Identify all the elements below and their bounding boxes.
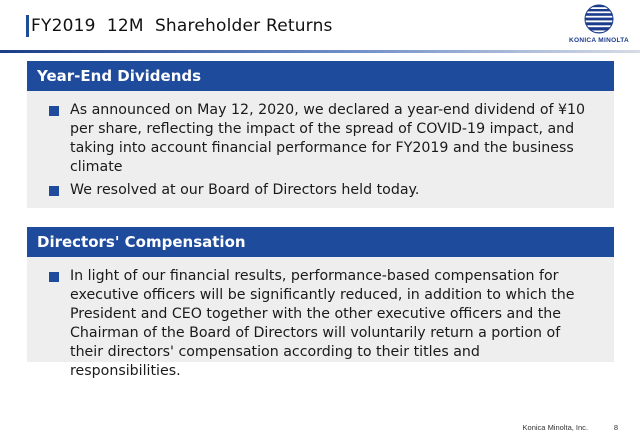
- footer-company-name: Konica Minolta, Inc.: [522, 423, 588, 432]
- logo-wordmark: KONICA MINOLTA: [568, 37, 630, 44]
- bullet-item: As announced on May 12, 2020, we declared a year-end dividend of ¥10 per share, reflecting the impact of the spread of COVID-19 impact, and taking into account financial performance for FY2019 and the business climate: [27, 101, 614, 177]
- dividends-bullet-list: [27, 91, 614, 200]
- compensation-bullet-list: [27, 257, 614, 381]
- page-title: FY2019 12M Shareholder Returns: [31, 16, 333, 36]
- year-end-dividends-panel: [27, 61, 614, 208]
- section-heading-compensation: Directors' Compensation: [27, 227, 614, 257]
- title-accent-bar: [26, 15, 29, 37]
- directors-compensation-panel: [27, 227, 614, 379]
- section-heading-dividends: Year-End Dividends: [27, 61, 614, 91]
- konica-minolta-logo: [566, 4, 632, 48]
- globe-logo-icon: [584, 4, 614, 34]
- page-number: 8: [613, 423, 618, 432]
- header-divider: [0, 50, 640, 53]
- bullet-item: In light of our financial results, performance-based compensation for executive officers will be significantly reduced, in addition to which the President and CEO together with the other executive officers and the Chairman of the Board of Directors will voluntarily return a portion of their directors' compensation according to their titles and responsibilities.: [27, 267, 614, 381]
- bullet-item: We resolved at our Board of Directors held today.: [27, 181, 614, 200]
